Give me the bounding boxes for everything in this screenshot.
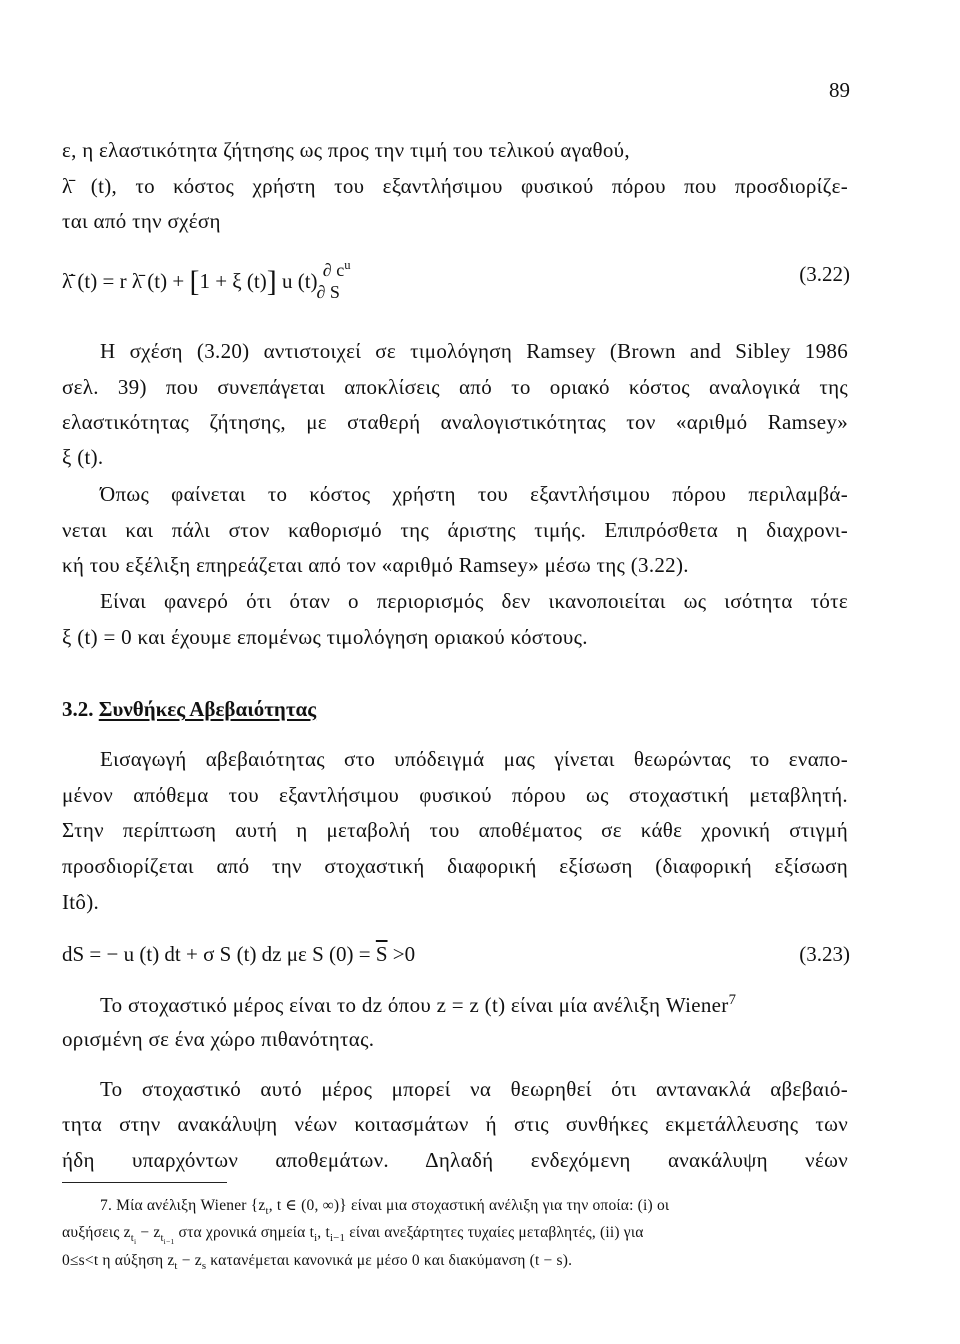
text-line: Στην περίπτωση αυτή η μεταβολή του αποθέματος σε κάθε χρονική στιγμή xyxy=(62,818,848,842)
text-line: τητα στην ανακάλυψη νέων κοιτασμάτων ή στις συνθήκες εκμετάλλευσης των xyxy=(62,1112,848,1136)
text-line: ξ (t). xyxy=(62,445,104,469)
text-line: ήδη υπαρχόντων αποθεμάτων. Δηλαδή ενδεχόμενη ανακάλυψη νέων xyxy=(62,1148,848,1172)
equation-number: (3.22) xyxy=(799,262,850,286)
section-title: Συνθήκες Αβεβαιότητας xyxy=(98,697,317,721)
text-line: Η σχέση (3.20) αντιστοιχεί σε τιμολόγηση Ramsey (Brown and Sibley 1986 xyxy=(100,339,848,363)
footnote-rule xyxy=(62,1182,227,1183)
text-line: ορισμένη σε ένα χώρο πιθανότητας. xyxy=(62,1027,375,1051)
text-line: Το στοχαστικό μέρος είναι το dz όπου z = z (t) είναι μία ανέλιξη Wiener$^7$ xyxy=(100,992,737,1017)
text-line: Είναι φανερό ότι όταν ο περιορισμός δεν ικανοποιείται ως ισότητα τότε xyxy=(100,589,848,613)
footnote-line: 7. Μία ανέλιξη Wiener {$z_t$, t ∈ (0, ∞)} είναι μια στοχαστική ανέλιξη για την οποία: (i) οι xyxy=(100,1197,670,1218)
text-line: σελ. 39) που συνεπάγεται αποκλίσεις από το οριακό κόστος αναλογικά της xyxy=(62,375,848,399)
text-line: προσδιορίζεται από την στοχαστική διαφορική εξίσωση (διαφορική εξίσωση xyxy=(62,854,848,878)
text-line: ται από την σχέση xyxy=(62,209,221,233)
footnote-line: αυξήσεις $z_{t_i} - z_{t_{i-1}}$ στα χρονικά σημεία $t_i$, $t_{i-1}$ είναι ανεξάρτητες τυχαίες μεταβλητές, (ii) για xyxy=(62,1224,644,1247)
text-line: Itô). xyxy=(62,890,100,914)
footnote-line: 0≤s<t η αύξηση $z_t - z_s$ κατανέμεται κανονικά με μέσο 0 και διακύμανση (t − s). xyxy=(62,1252,573,1273)
text-line: Εισαγωγή αβεβαιότητας στο υπόδειγμά μας γίνεται θεωρώντας το εναπο- xyxy=(100,747,848,771)
text-line: κή του εξέλιξη επηρεάζεται από τον «αριθμό Ramsey» μέσω της (3.22). xyxy=(62,553,689,577)
footnote-ref: 7 xyxy=(728,992,737,1008)
text-line: ξ (t) = 0 και έχουμε επομένως τιμολόγηση οριακού κόστους. xyxy=(62,625,588,649)
section-heading xyxy=(62,697,316,722)
text-line: Το στοχαστικό αυτό μέρος μπορεί να θεωρηθεί ότι αντανακλά αβεβαιό- xyxy=(100,1077,848,1101)
section-number: 3.2. xyxy=(62,697,94,721)
text-line: μένον απόθεμα του εξαντλήσιμου φυσικού πόρου ως στοχαστική μεταβλητή. xyxy=(62,783,848,807)
equation-number: (3.23) xyxy=(799,942,850,966)
page-number: 89 xyxy=(829,78,850,102)
text-line: Όπως φαίνεται το κόστος χρήστη του εξαντλήσιμου πόρου περιλαμβά- xyxy=(100,482,848,506)
text-line: ε, η ελαστικότητα ζήτησης ως προς την τιμή του τελικού αγαθού, xyxy=(62,138,630,162)
equation-3-22: λ̇̄ (t) = r λ̄ (t) + [1 + ξ (t)] u (t) ∂ $c^u\partial$ S xyxy=(62,258,351,302)
text-line: ελαστικότητας ζήτησης, με σταθερή αναλογιστικότητας τον «αριθμό Ramsey» xyxy=(62,410,848,434)
equation-3-23: dS = − u (t) dt + σ S (t) dz με S $(0) = \overline{S} >0$ xyxy=(62,942,416,966)
text-line: λ̄ (t), το κόστος χρήστη του εξαντλήσιμου φυσικού πόρου που προσδιορίζε- xyxy=(62,174,848,198)
text-line: νεται και πάλι στον καθορισμό της άριστης τιμής. Επιπρόσθετα η διαχρονι- xyxy=(62,518,848,542)
